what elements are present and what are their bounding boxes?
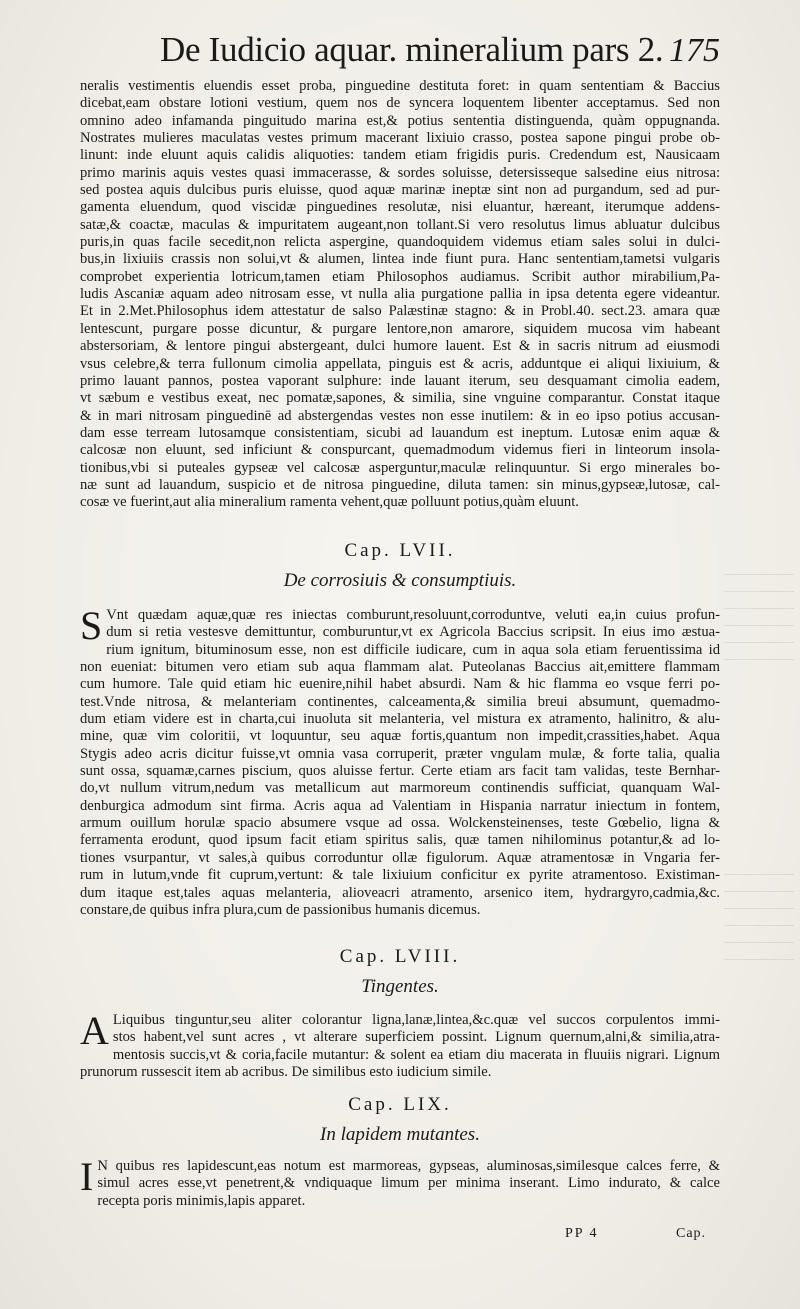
chapter-heading-57 (80, 540, 720, 592)
text-line: Nostrates mulieres maculatas vestes primum macerant lixiuio crasso, postea sapone pingui probe ob- (80, 130, 720, 147)
text-line: cum humore. Tale quid etiam hic euenire,nihil habet absurdi. Nam & hic flamma eo vsque ferri po- (80, 676, 720, 693)
signature-mark: PP 4 (565, 1226, 599, 1241)
text-line: & in mari nitrosam pinguedinē ad abstergendas vestes non esse inutilem: & in eo ipso potius accusan- (80, 407, 720, 424)
text-line: vsus celebre,& terra fullonum cimolia appellata, pinguis est & acris, adduntque ei aliqui lixiuium, & (80, 355, 720, 372)
chapter-59-body (80, 1154, 720, 1210)
text-line: linunt: inde eluunt aquis calidis aliquoties: tandem etiam frigidis puris. Credendum est, Nausicaam (80, 147, 720, 164)
chapter-number (80, 946, 720, 968)
text-line: tiones vsurpantur, vt sales,à quibus corroduntur ollæ figulorum. Aquæ atramentosæ in Vngaria fer- (80, 849, 720, 866)
text-line: ferramenta erodunt, quod ipsum facit etiam spiritus salis, quæ tamen nihilominus potantur,& ad lo- (80, 832, 720, 849)
cap-number: LIX. (403, 1094, 452, 1115)
text-line: satæ,& coactæ, maculas & impuritatem augeant,non tollant.Si vero resolutus limus abluatur dulcibus (80, 216, 720, 233)
drop-cap: I (80, 1154, 94, 1199)
cap-number: LVIII. (394, 946, 461, 967)
text-line: omnino adeo infamanda pinguitudo marina est,& potius sententia distinguenda, quàm oppugnanda. (80, 112, 720, 129)
text-line: do,vt nullum vitrum,nedum vas metallicum aut marmoreum continendis sufficiat, quanquam Wal- (80, 780, 720, 797)
chapter-57-body (80, 603, 720, 919)
text-line: vt sæbum e vestibus exeat, nec pomatæ,sapones, & similia, sine vnguine comparantur. Constat itaque (80, 390, 720, 407)
text-line: cosæ ve fuerint,aut alia mineralium ramenta vehent,quæ polluunt potius,quàm eluunt. (80, 494, 579, 511)
text-line: abstersoriam, & lentore pingui abstergeant, dulci humore lauent. Est & in sacris nitrum ad eiusmodi (80, 338, 720, 355)
text-line: Liquibus tinguntur,seu aliter colorantur ligna,lanæ,lintea,&c.quæ vel succos corpulentos immi- (112, 1012, 720, 1028)
text-line: Stygis adeo acris dicitur fuisse,vt omnia vasa corruperit, præter vngulam mulæ, & forte talia, qualia (80, 745, 720, 762)
chapter-58-body (80, 1008, 720, 1081)
text-line: armum ouillum horulæ spacio absumere vsque ad ossa. Wolckensteinenses, teste Gœbelio, ligna & (80, 815, 720, 832)
text-line: dum etiam videre est in charta,cui inuoluta sit melanteria, vel mistura ex atramento, halinitro, & alu- (80, 711, 720, 728)
chapter-title: In lapidem mutantes. (320, 1124, 480, 1145)
text-line: recepta poris minimis,lapis apparet. (97, 1192, 306, 1209)
catchword: Cap. (676, 1226, 707, 1241)
text-line: ludis Ascaniæ aquam adeo nitrosam esse, vt nulla alia purgatione pallia in ipsa detenta egere videantur. (80, 286, 720, 303)
text-line: calcosæ non eluunt, sed inficiunt & conspurcant, quemadmodum videmus fieri in linteorum insola- (80, 442, 720, 459)
text-line: dum itaque est,tales aquas melanteria, alioveacri atramento, arsenico item, hydrargyro,cadmia,&c. (80, 884, 720, 901)
text-line: stos habent,vel sunt acres , vt alterare superficiem possint. Lignum quernum,alni,& similia,atra- (112, 1029, 720, 1046)
cap-prefix: Cap. (339, 946, 388, 967)
cap-prefix: Cap. (348, 1094, 396, 1115)
text-line: gamenta eluendum, quod viscidæ pinguedines resolutæ, nisi eluantur, hæreant, iterumque addens- (80, 199, 720, 216)
text-line: primo marinis aquis vestes quasi immacerasse, & sordes soluisse, detersisseque salsedine eius nitrosa: (80, 164, 720, 181)
drop-cap: S (80, 603, 103, 648)
drop-cap: A (80, 1008, 109, 1053)
chapter-heading-59 (80, 1094, 720, 1146)
text-line: næ sunt ad lauandum, suspicio et de nitrosa pinguedine, diluta tamen: sin minus,gypseæ,lutosæ, cal- (80, 476, 720, 493)
text-line: sed postea aquis dulcibus puris eluisse, quod aquæ marinæ ineptæ sint non ad purgandum, sed ad pur- (80, 182, 720, 199)
text-line: denburgica admodum sint firma. Acris aqua ad Valentiam in Hispania narratur iniectum in fontem, (80, 797, 720, 814)
text-line: lentescunt, purgare posse dicuntur, & purgare lentore,non amarore, siquidem mucosa vim habeant (80, 320, 720, 337)
page-header (100, 30, 730, 82)
text-line: bus,in lixiuiis crassis non solui,vt & alumen, lintea inde fiunt pura. Hanc sententiam,tametsi vulgaris (80, 251, 720, 268)
cap-number: LVII. (399, 540, 456, 561)
text-line: comprobet experientia lotricum,tamen etiam Philosophos audiamus. Scribit author mirabilium,Pa- (80, 268, 720, 285)
text-line: sunt ossa, squamæ,carnes piscium, quos aluisse fertur. Certe etiam ars facit tam validas, teste Bernhar- (80, 763, 720, 780)
text-line: dam esse terream lutosamque consistentiam, sicubi ad lauandum est ineptum. Lutosæ enim aquæ & (80, 424, 720, 441)
text-line: non eueniat: bitumen vero etiam sub aqua flammam alat. Puteolanas Baccius ait,emittere flammam (80, 659, 720, 676)
bleed-through-shadow (724, 560, 794, 660)
text-line: tionibus,vbi si puteales gypseæ vel calcosæ asperguntur,maculæ relinquuntur. Si ergo minerales bo- (80, 459, 720, 476)
text-line: dicebat,eam obstare lotioni vestium, quem nos de syncera loquentem libenter acceptamus. Sed non (80, 95, 720, 112)
text-line: prunorum russescit item ab acribus. De similibus esto iudicium simile. (80, 1064, 492, 1081)
text-line: mine, quæ vim coloritii, vt loquuntur, seu aquæ fortis,quantum non impedit,crassities,habet. Aqua (80, 728, 720, 745)
text-line: constare,de quibus infra plura,cum de passionibus humanis dicemus. (80, 901, 481, 918)
chapter-title: Tingentes. (361, 976, 439, 997)
text-line: simul acres esse,vt penetrent,& vndiquaque limum per minima inserant. Limo indurato, & calce (97, 1175, 720, 1192)
text-line: primo lauant pannos, postea vaporant sulphure: inde lauant iterum, seu desquamant cimolia eadem, (80, 372, 720, 389)
text-line: test.Vnde nitrosa, & melanteriam continentes, calceamenta,& similia breui absumunt, quemadmo- (80, 693, 720, 710)
text-line: rium ignitum, bituminosum esse, non est difficile iudicare, cum in aqua sola etiam feruentissima id (106, 641, 720, 658)
chapter-number (80, 540, 720, 562)
chapter-heading-58 (80, 946, 720, 998)
chapter-title: De corrosiuis & consumptiuis. (283, 570, 517, 591)
bleed-through-shadow (724, 860, 794, 960)
text-line: puris,in quas facile secedit,non relicta aspergine, quandoquidem videmus etiam sales solui in dulci- (80, 234, 720, 251)
text-line: N quibus res lapidescunt,eas notum est marmoreas, gypseas, aluminosas,similesque calces ferre, & (97, 1158, 720, 1174)
text-line: mentosis succis,vt & coria,facile mutantur: & solent ea etiam diu macerata in fluuiis nigrari. Lignum (112, 1046, 720, 1063)
running-title: De Iudicio aquar. mineralium pars 2. (160, 30, 664, 69)
intro-paragraph (80, 78, 720, 512)
text-line: Vnt quædam aquæ,quæ res iniectas comburunt,resoluunt,corroduntve, veluti ea,in cuius profun- (106, 607, 720, 623)
text-line: dum si retia vestesve demittuntur, comburuntur,vt ex Agricola Baccius scripsit. In eius imo æstua- (106, 624, 720, 641)
text-line: Et in 2.Met.Philosophus idem attestatur de salso Palæstinæ stagno: & in Probl.40. sect.23. amara quæ (80, 303, 720, 320)
cap-prefix: Cap. (344, 540, 392, 561)
chapter-number (80, 1094, 720, 1116)
text-line: rum in lutum,vnde fit cuprum,vertunt: & tale lixiuium conficitur ex pyrite atramentoso. Existiman- (80, 867, 720, 884)
text-line: neralis vestimentis eluendis esset proba, pinguedine destituta foret: in quam sententiam & Baccius (80, 78, 720, 94)
page-number: 175 (669, 32, 720, 69)
